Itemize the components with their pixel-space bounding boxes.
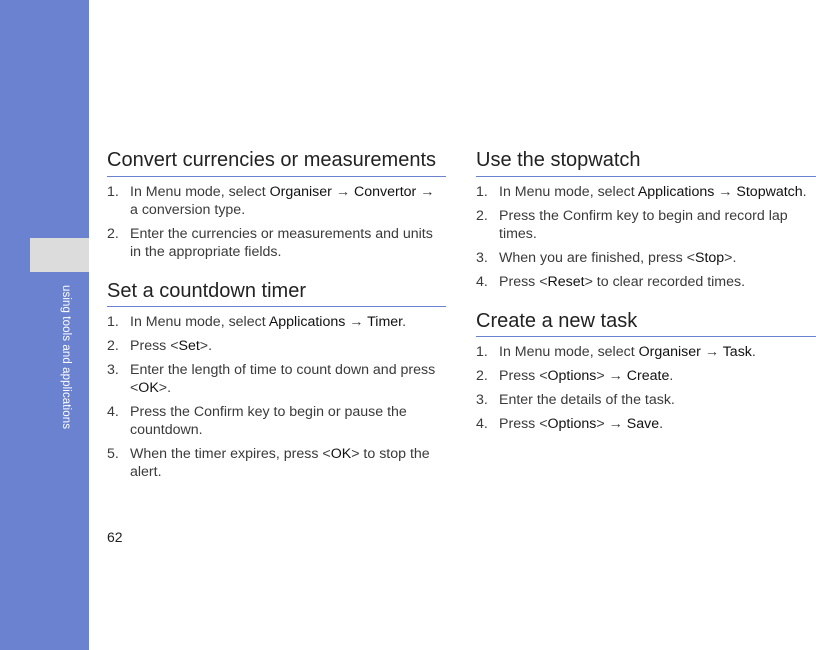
- section-title: Create a new task: [476, 309, 816, 338]
- section-title: Convert currencies or measurements: [107, 148, 446, 177]
- side-tab: [30, 238, 89, 272]
- step-item: 3. Enter the length of time to count down and press <OK>.: [107, 362, 436, 396]
- step-list: [476, 343, 816, 433]
- section-task: [476, 309, 816, 434]
- step-item: 1. In Menu mode, select Organiser → Task.: [476, 344, 756, 360]
- step-item: 2. Press <Options> → Create.: [476, 368, 674, 384]
- step-item: 1. In Menu mode, select Applications → Timer.: [107, 314, 407, 330]
- section-title: Use the stopwatch: [476, 148, 816, 177]
- step-item: 4. Press <Options> → Save.: [476, 416, 664, 432]
- step-item: 4. Press the Confirm key to begin or pause the countdown.: [107, 404, 407, 438]
- page-number: 62: [107, 529, 123, 545]
- chapter-label: using tools and applications: [60, 285, 72, 430]
- step-item: 1. In Menu mode, select Applications → Stopwatch.: [476, 183, 807, 200]
- step-item: 1. In Menu mode, select Organiser → Convertor → a conversion type.: [107, 183, 435, 218]
- step-item: 2. Press the Confirm key to begin and record lap times.: [476, 207, 788, 242]
- step-item: 2. Enter the currencies or measurements and units in the appropriate fields.: [107, 225, 433, 260]
- step-item: 4. Press <Reset> to clear recorded times.: [476, 273, 746, 290]
- step-list: [476, 183, 816, 291]
- step-list: [107, 313, 446, 481]
- section-convert: [107, 148, 446, 261]
- step-item: 2. Press <Set>.: [107, 338, 213, 354]
- section-timer: [107, 279, 446, 482]
- left-column: [107, 148, 446, 499]
- step-item: 3. When you are finished, press <Stop>.: [476, 249, 737, 266]
- section-stopwatch: [476, 148, 816, 291]
- step-list: [107, 183, 446, 261]
- step-item: 3. Enter the details of the task.: [476, 392, 675, 408]
- step-item: 5. When the timer expires, press <OK> to stop the alert.: [107, 446, 430, 480]
- section-title: Set a countdown timer: [107, 279, 446, 308]
- right-column: [476, 148, 816, 451]
- side-bar: [0, 0, 89, 650]
